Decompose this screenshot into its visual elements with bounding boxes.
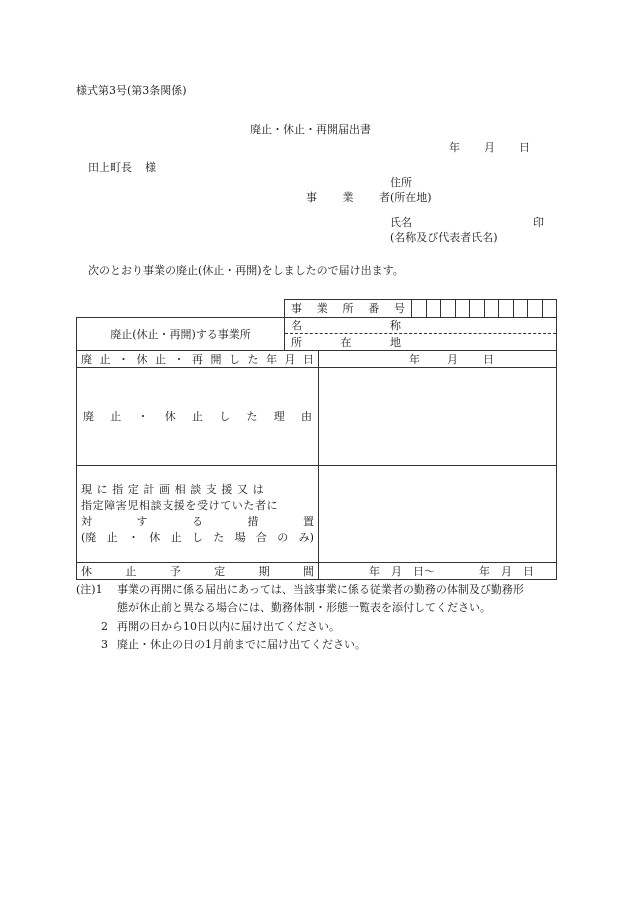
office-name-field[interactable]: 名 称	[285, 318, 556, 334]
name-label: 氏名	[390, 216, 412, 229]
date-row-label: 廃 止 ・ 休 止 ・ 再 開 し た 年 月 日	[77, 351, 319, 368]
office-location-field[interactable]: 所 在 地	[291, 335, 401, 349]
office-number-label: 事 業 所 番 号	[291, 302, 405, 315]
suspension-period-field[interactable]: 年 月 日〜 年 月 日	[319, 563, 557, 580]
reason-field[interactable]	[319, 368, 557, 466]
operator-char: 事	[306, 191, 317, 204]
note3-number: 3	[101, 638, 108, 651]
note3-text: 廃止・休止の日の1月前までに届け出てください。	[117, 638, 366, 651]
measures-field[interactable]	[319, 466, 557, 563]
notification-table	[76, 299, 557, 580]
office-name-location	[285, 318, 557, 351]
date-month-label: 月	[484, 141, 495, 154]
address-label: 住所	[390, 176, 412, 189]
note-prefix: (注)1	[76, 583, 103, 596]
note1-line1: 事業の再開に係る届出にあっては、当該事業に係る従業者の勤務の体制及び勤務形	[117, 583, 524, 596]
location-paren: (所在地)	[390, 191, 432, 204]
seal-mark: 印	[533, 216, 544, 229]
date-day-label: 日	[519, 141, 530, 154]
office-number-input[interactable]	[411, 300, 556, 317]
addressee-honorific: 様	[145, 161, 156, 174]
intro-text: 次のとおり事業の廃止(休止・再開)をしましたので届け出ます。	[88, 264, 404, 277]
operator-char: 者	[379, 191, 390, 204]
reason-label: 廃 止 ・ 休 止 し た 理 由	[77, 368, 319, 466]
name-paren: (名称及び代表者氏名)	[390, 231, 498, 244]
blank-cell	[77, 300, 285, 318]
office-number-row	[285, 300, 557, 318]
operator-label	[306, 192, 390, 203]
note2-number: 2	[101, 620, 108, 633]
measures-label: 現に指定計画相談支援又は 指定障害児相談支援を受けていた者に 対 す る 措 置 (廃 止 ・ 休 止 し た 場 合 の み)	[77, 466, 319, 563]
office-label: 廃止(休止・再開)する事業所	[77, 318, 285, 351]
document-title: 廃止・休止・再開届出書	[250, 123, 371, 136]
form-number: 様式第3号(第3条関係)	[76, 84, 187, 97]
suspension-label: 休 止 予 定 期 間	[77, 563, 319, 580]
operator-char: 業	[342, 191, 354, 204]
note2-text: 再開の日から10日以内に届け出てください。	[117, 620, 340, 633]
addressee: 田上町長	[88, 161, 132, 174]
date-value-field[interactable]: 年 月 日	[319, 351, 557, 368]
note1-line2: 態が休止前と異なる場合には、勤務体制・形態一覧表を添付してください。	[117, 601, 491, 614]
date-year-label: 年	[449, 141, 460, 154]
